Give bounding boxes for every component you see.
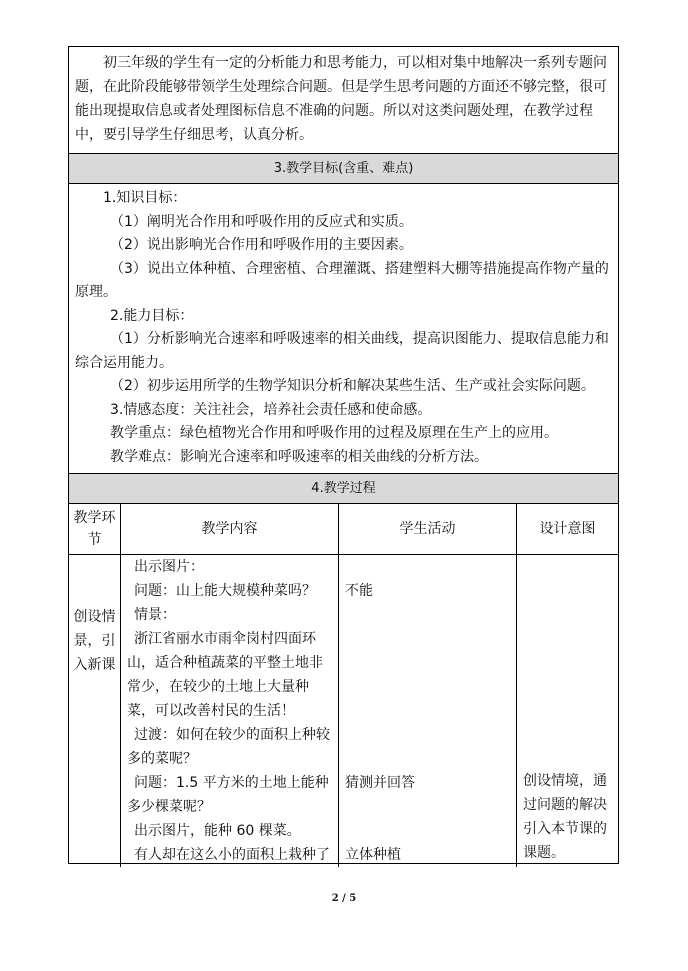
knowledge-goal-3: （3）说出立体种植、合理密植、合理灌溉、搭建塑料大棚等措施提高作物产量的原理。 [75,260,609,300]
stage-cell: 创设情景，引入新课 [69,555,121,867]
process-table-header [69,504,618,555]
ability-goal-title: 2.能力目标： [110,307,194,324]
activity-item: 立体种植 [345,847,401,863]
content-line: 浙江省丽水市雨伞岗村四面环山，适合种植蔬菜的平整土地非常少，在较少的土地上大量种菜，可以改善村民的生活！ [127,631,323,719]
teaching-key-point: 教学重点：绿色植物光合作用和呼吸作用的过程及原理在生产上的应用。 [110,425,558,441]
student-analysis-cell [69,47,618,154]
knowledge-goal-1: （1）阐明光合作用和呼吸作用的反应式和实质。 [110,213,413,230]
intent-text: 创设情境，通过问题的解决引入本节课的课题。 [523,773,607,861]
content-cell [121,555,339,867]
process-table-row [69,555,618,863]
content-line: 过渡：如何在较少的面积上种较多的菜呢？ [127,727,330,767]
section-3-header: 3.教学目标(含重、难点) [69,154,618,184]
content-line: 有人却在这么小的面积上栽种了 [134,847,330,863]
knowledge-goal-2: （2）说出影响光合作用和呼吸作用的主要因素。 [110,237,413,253]
teaching-difficulty: 教学难点：影响光合速率和呼吸速率的相关曲线的分析方法。 [110,448,488,465]
content-line: 情景： [134,607,176,623]
emotion-goal: 3.情感态度：关注社会，培养社会责任感和使命感。 [110,401,432,418]
header-activity: 学生活动 [339,504,517,554]
teaching-goals-cell [69,184,618,474]
intent-cell [517,555,618,867]
content-line: 出示图片： [134,559,204,575]
knowledge-goal-title: 1.知识目标： [103,190,187,206]
header-content: 教学内容 [121,504,339,554]
activity-cell [339,555,517,867]
lesson-plan-table [68,46,619,864]
content-line: 出示图片，能种 60 棵菜。 [134,823,301,839]
activity-item: 不能 [345,583,373,599]
section-4-header: 4.教学过程 [69,474,618,504]
header-intent: 设计意图 [539,521,596,537]
page-number: 2 / 5 [331,893,357,904]
ability-goal-1: （1）分析影响光合速率和呼吸速率的相关曲线，提高识图能力、提取信息能力和综合运用能力。 [75,331,609,371]
ability-goal-2: （2）初步运用所学的生物学知识分析和解决某些生活、生产或社会实际问题。 [110,378,595,394]
content-line: 问题：山上能大规模种菜吗？ [134,583,316,599]
student-analysis-paragraph: 初三年级的学生有一定的分析能力和思考能力，可以相对集中地解决一系列专题问题，在此阶段能够带领学生处理综合问题。但是学生思考问题的方面还不够完整，很可能出现提取信息或者处理图标信息不准确的问题。所以对这类问题处理，在教学过程中，要引导学生仔细思考，认真分析。 [75,55,607,143]
header-stage: 教学环节 [69,504,121,554]
content-line: 问题：1.5 平方米的土地上能种多少棵菜呢？ [127,775,329,815]
activity-item: 猜测并回答 [345,775,415,791]
